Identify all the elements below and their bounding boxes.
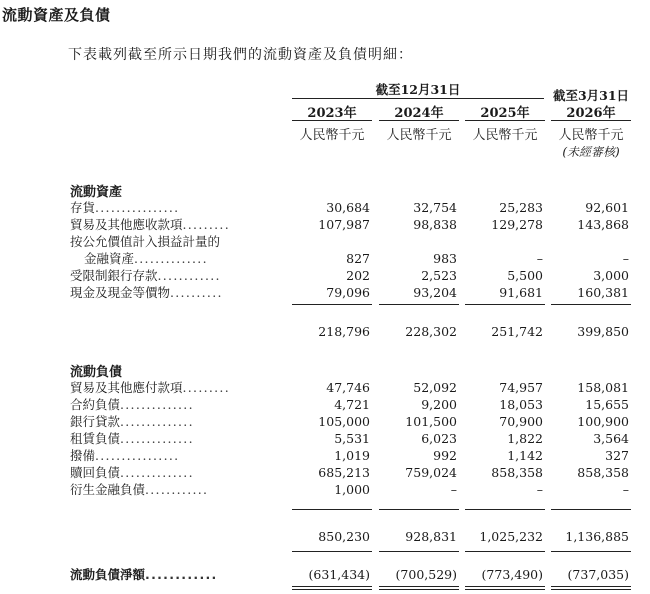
value-2026: 3,564 [593, 431, 629, 446]
net-double-line-a-2023 [292, 586, 372, 587]
year-2026: 2026年 [566, 106, 616, 121]
value-2026: 327 [605, 448, 629, 463]
value-2023: 47,746 [326, 380, 370, 395]
assets-total-line-2024 [379, 304, 459, 305]
value-2024: 6,023 [421, 431, 457, 446]
value-2026: 143,868 [577, 217, 629, 232]
row-label: 合約負債.............. [70, 397, 194, 412]
net-double-line-a-2025 [465, 586, 545, 587]
assets-total-line-2025 [465, 304, 545, 305]
value-2023: 202 [346, 268, 370, 283]
value-2026: – [622, 251, 629, 266]
row-label: 租賃負債.............. [70, 431, 194, 446]
value-2025: – [536, 251, 543, 266]
value-2026: 15,655 [585, 397, 629, 412]
year-underline-2024 [379, 120, 459, 121]
year-2024: 2024年 [394, 106, 444, 121]
asset-row-inventory [0, 199, 650, 216]
value-2025: 25,283 [499, 200, 543, 215]
value-2024: – [450, 482, 457, 497]
net-double-line-b-2023 [292, 589, 372, 590]
net-line-2026 [551, 551, 631, 552]
value-2023: 685,213 [318, 465, 370, 480]
value-2023: 79,096 [326, 285, 370, 300]
total-2023: 850,230 [318, 529, 370, 544]
year-2023: 2023年 [307, 106, 357, 121]
net-double-line-b-2026 [551, 589, 631, 590]
row-label: 貿易及其他應付款項......... [70, 380, 230, 395]
period-header-march: 截至3月31日 [552, 88, 630, 103]
value-2026: 3,000 [593, 268, 629, 283]
value-2024: 992 [433, 448, 457, 463]
row-label: 現金及現金等價物.......... [70, 285, 223, 300]
net-double-line-a-2024 [379, 586, 459, 587]
row-label: 貿易及其他應收款項......... [70, 217, 230, 232]
value-2024: (700,529) [395, 567, 457, 582]
asset-row-trade-receivables [0, 216, 650, 233]
net-double-line-b-2024 [379, 589, 459, 590]
net-line-2025 [465, 551, 545, 552]
liability-row-contract [0, 396, 650, 413]
liability-row-derivatives [0, 481, 650, 498]
net-double-line-b-2025 [465, 589, 545, 590]
unit-2026: 人民幣千元 [558, 128, 624, 143]
value-2025: 91,681 [499, 285, 543, 300]
row-label: 按公允價值計入損益計量的 [70, 234, 221, 249]
asset-row-fvtpl-heading [0, 233, 650, 250]
value-2023: 4,721 [334, 397, 370, 412]
liability-row-bank-loans [0, 413, 650, 430]
total-2024: 228,302 [405, 324, 457, 339]
liabilities-total-line-2024 [379, 509, 459, 510]
year-underline-2025 [465, 120, 545, 121]
total-2026: 399,850 [577, 324, 629, 339]
liabilities-total-row [0, 528, 650, 545]
asset-row-cash [0, 284, 650, 301]
value-2023: 1,000 [334, 482, 370, 497]
row-label: 衍生金融負債............ [70, 482, 209, 497]
period-underline-december [292, 98, 544, 99]
unit-2023: 人民幣千元 [299, 128, 365, 143]
value-2024: 983 [433, 251, 457, 266]
total-2026: 1,136,885 [565, 529, 629, 544]
row-label: 銀行貸款.............. [70, 414, 194, 429]
value-2024: 93,204 [413, 285, 457, 300]
year-2025: 2025年 [480, 106, 530, 121]
intro-text: 下表載列截至所示日期我們的流動資產及負債明細： [68, 47, 413, 63]
value-2024: 32,754 [413, 200, 457, 215]
year-underline-2026 [551, 120, 631, 121]
value-2024: 759,024 [405, 465, 457, 480]
total-2025: 1,025,232 [479, 529, 543, 544]
value-2025: 70,900 [499, 414, 543, 429]
value-2025: 18,053 [499, 397, 543, 412]
net-current-liabilities-row [0, 566, 650, 583]
value-2025: (773,490) [481, 567, 543, 582]
value-2026: 100,900 [577, 414, 629, 429]
value-2024: 98,838 [413, 217, 457, 232]
value-2025: – [536, 482, 543, 497]
value-2025: 74,957 [499, 380, 543, 395]
liability-row-provisions [0, 447, 650, 464]
unit-2024: 人民幣千元 [386, 128, 452, 143]
value-2023: 5,531 [334, 431, 370, 446]
value-2023: 105,000 [318, 414, 370, 429]
value-2026: 92,601 [585, 200, 629, 215]
row-label: 撥備................ [70, 448, 180, 463]
value-2026: – [622, 482, 629, 497]
value-2023: (631,434) [308, 567, 370, 582]
asset-row-restricted-deposits [0, 267, 650, 284]
net-double-line-a-2026 [551, 586, 631, 587]
liabilities-total-line-2023 [292, 509, 372, 510]
row-label: 受限制銀行存款............ [70, 268, 221, 283]
value-2024: 101,500 [405, 414, 457, 429]
value-2026: 160,381 [577, 285, 629, 300]
row-label: 流動負債淨額............ [70, 567, 218, 582]
asset-row-financial-assets [0, 250, 650, 267]
section-title: 流動資產及負債 [2, 6, 111, 24]
value-2026: 158,081 [577, 380, 629, 395]
current-assets-title: 流動資產 [70, 185, 123, 200]
assets-total-line-2026 [551, 304, 631, 305]
value-2026: (737,035) [567, 567, 629, 582]
value-2023: 107,987 [318, 217, 370, 232]
value-2025: 1,142 [507, 448, 543, 463]
liability-row-lease [0, 430, 650, 447]
liability-row-redemption [0, 464, 650, 481]
assets-total-line-2023 [292, 304, 372, 305]
year-underline-2023 [292, 120, 372, 121]
total-2025: 251,742 [491, 324, 543, 339]
total-2024: 928,831 [405, 529, 457, 544]
total-2023: 218,796 [318, 324, 370, 339]
unaudited-note: (未經審核) [562, 145, 620, 159]
row-label: 存貨................ [70, 200, 180, 215]
value-2025: 858,358 [491, 465, 543, 480]
net-line-2023 [292, 551, 372, 552]
current-liabilities-title: 流動負債 [70, 365, 123, 380]
row-label: 贖回負債.............. [70, 465, 194, 480]
value-2024: 9,200 [421, 397, 457, 412]
period-header-december: 截至12月31日 [375, 82, 461, 97]
value-2025: 5,500 [507, 268, 543, 283]
value-2025: 1,822 [507, 431, 543, 446]
net-line-2024 [379, 551, 459, 552]
row-label: 金融資產.............. [84, 251, 208, 266]
value-2023: 1,019 [334, 448, 370, 463]
value-2023: 827 [346, 251, 370, 266]
value-2025: 129,278 [491, 217, 543, 232]
liabilities-total-line-2025 [465, 509, 545, 510]
value-2024: 52,092 [413, 380, 457, 395]
value-2024: 2,523 [421, 268, 457, 283]
liabilities-total-line-2026 [551, 509, 631, 510]
liability-row-trade-payables [0, 379, 650, 396]
assets-total-row [0, 323, 650, 340]
value-2026: 858,358 [577, 465, 629, 480]
unit-2025: 人民幣千元 [472, 128, 538, 143]
value-2023: 30,684 [326, 200, 370, 215]
